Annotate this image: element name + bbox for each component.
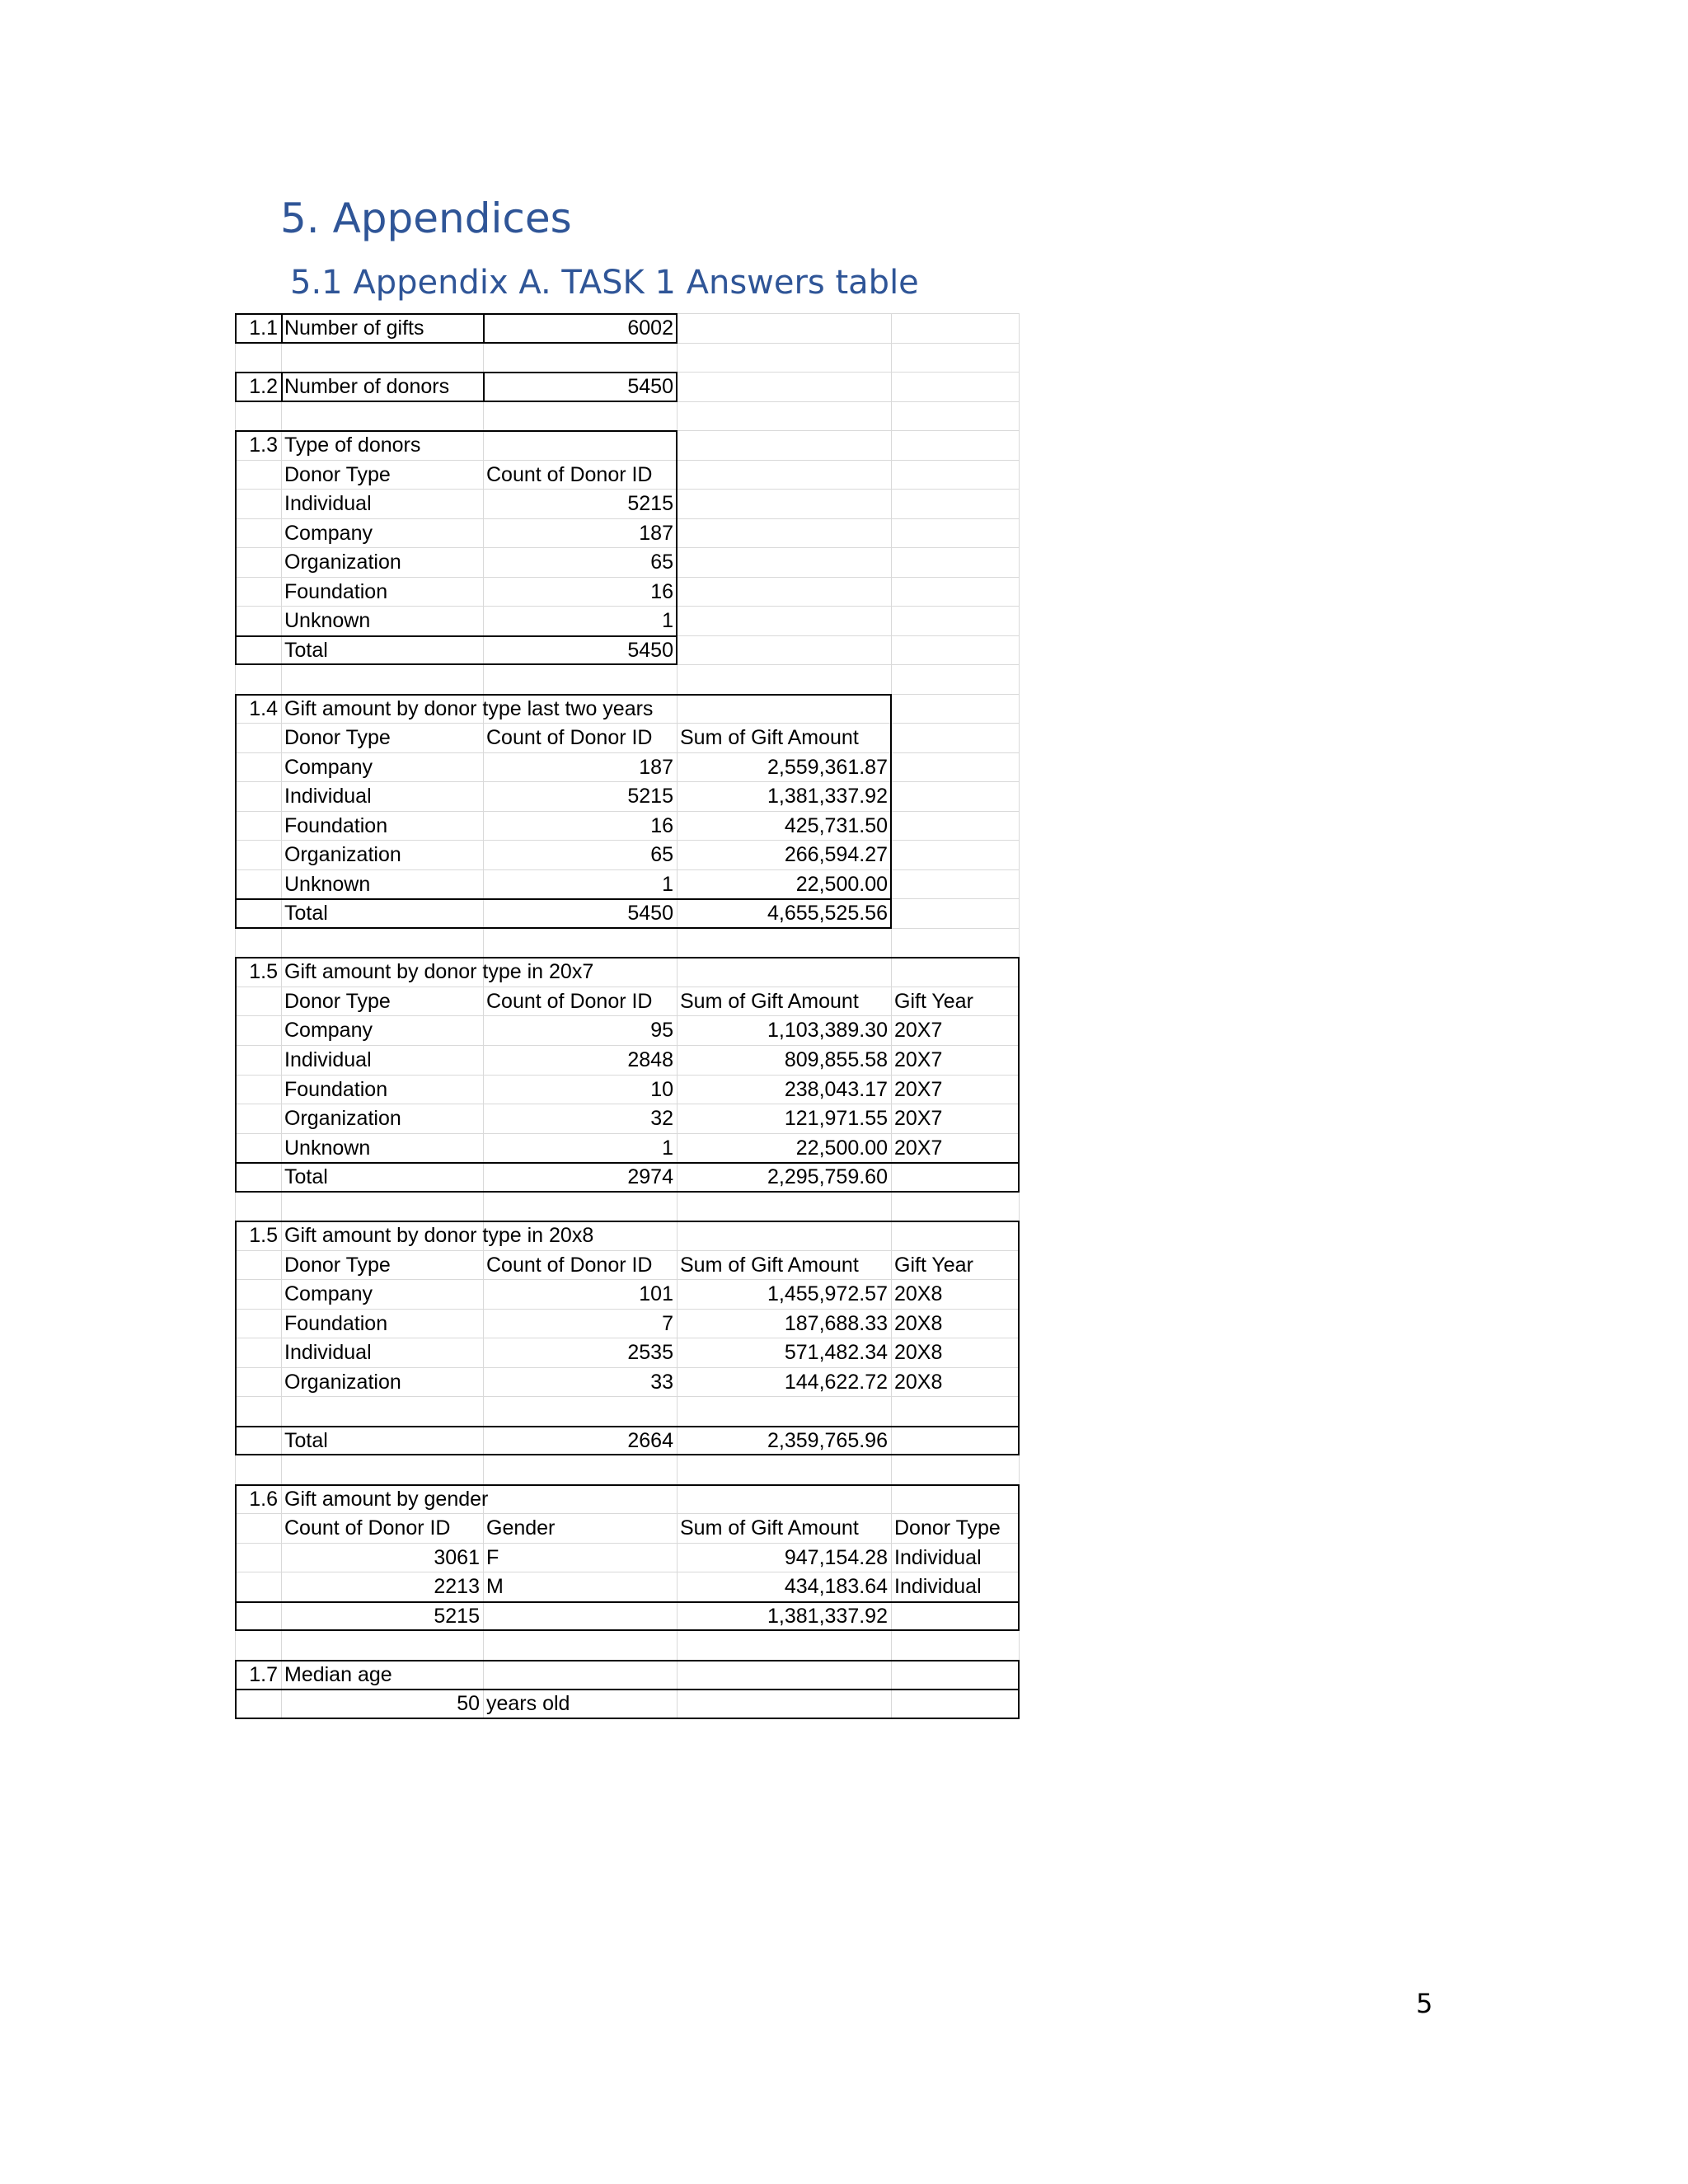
table-cell: 16 bbox=[650, 814, 673, 837]
table-cell: 95 bbox=[650, 1019, 673, 1042]
table-cell: Gift Year bbox=[894, 1254, 973, 1277]
answers-table bbox=[235, 313, 1019, 1718]
table-cell: Company bbox=[284, 1282, 373, 1305]
section-number: 1.5 bbox=[249, 960, 278, 983]
table-cell: 2213 bbox=[434, 1575, 480, 1598]
page-number: 5 bbox=[1416, 1988, 1433, 2019]
table-cell: 4,655,525.56 bbox=[767, 902, 888, 925]
table-cell: Donor Type bbox=[284, 990, 391, 1013]
table-cell: Number of gifts bbox=[284, 316, 424, 340]
table-cell: 20X7 bbox=[894, 1107, 943, 1130]
table-cell: 20X7 bbox=[894, 1137, 943, 1160]
table-cell: Unknown bbox=[284, 609, 371, 632]
table-cell: 20X8 bbox=[894, 1341, 943, 1364]
table-cell: 65 bbox=[650, 843, 673, 866]
table-cell: Foundation bbox=[284, 1312, 388, 1335]
table-cell: 1,455,972.57 bbox=[767, 1282, 888, 1305]
table-cell: 20X8 bbox=[894, 1371, 943, 1394]
table-cell: Foundation bbox=[284, 814, 388, 837]
table-cell: 187 bbox=[639, 522, 673, 545]
table-cell: Company bbox=[284, 1019, 373, 1042]
table-cell: Donor Type bbox=[284, 726, 391, 749]
table-cell: 10 bbox=[650, 1078, 673, 1101]
table-cell: Individual bbox=[284, 492, 372, 515]
table-cell: Total bbox=[284, 639, 328, 662]
table-border-right bbox=[676, 313, 678, 344]
table-cell: 65 bbox=[650, 551, 673, 574]
table-cell: 2974 bbox=[627, 1165, 673, 1188]
table-cell: Individual bbox=[894, 1546, 982, 1569]
table-cell: 2664 bbox=[627, 1429, 673, 1452]
table-cell: F bbox=[486, 1546, 499, 1569]
table-cell: 1 bbox=[662, 873, 673, 896]
section-number: 1.7 bbox=[249, 1663, 278, 1686]
table-cell: years old bbox=[486, 1692, 570, 1715]
table-cell: Company bbox=[284, 756, 373, 779]
table-cell: Donor Type bbox=[284, 463, 391, 486]
table-cell: Organization bbox=[284, 843, 401, 866]
table-cell: Sum of Gift Amount bbox=[680, 1254, 859, 1277]
table-cell: Count of Donor ID bbox=[486, 726, 653, 749]
table-cell: Individual bbox=[284, 1341, 372, 1364]
table-cell: 20X7 bbox=[894, 1078, 943, 1101]
table-cell: 1,381,337.92 bbox=[767, 785, 888, 808]
table-border-left bbox=[235, 1221, 237, 1455]
table-cell: 571,482.34 bbox=[784, 1341, 888, 1364]
section-number: 1.2 bbox=[249, 375, 278, 398]
table-cell: 2,559,361.87 bbox=[767, 756, 888, 779]
table-cell: Gift amount by gender bbox=[284, 1488, 489, 1511]
table-cell: 434,183.64 bbox=[784, 1575, 888, 1598]
table-border-right bbox=[1018, 957, 1020, 1193]
table-cell: 3061 bbox=[434, 1546, 480, 1569]
table-cell: Sum of Gift Amount bbox=[680, 1516, 859, 1540]
appendix-a-subheading: 5.1 Appendix A. TASK 1 Answers table bbox=[290, 264, 919, 302]
table-cell: 20X7 bbox=[894, 1048, 943, 1071]
table-cell: M bbox=[486, 1575, 504, 1598]
table-cell: 50 bbox=[457, 1692, 480, 1715]
table-cell: Organization bbox=[284, 1107, 401, 1130]
table-cell: 2,359,765.96 bbox=[767, 1429, 888, 1452]
table-cell: Total bbox=[284, 1429, 328, 1452]
table-cell: 5450 bbox=[627, 639, 673, 662]
table-cell: 22,500.00 bbox=[795, 873, 888, 896]
table-cell: Count of Donor ID bbox=[486, 463, 653, 486]
table-border-left bbox=[235, 694, 237, 929]
table-cell: 266,594.27 bbox=[784, 843, 888, 866]
table-cell: 809,855.58 bbox=[784, 1048, 888, 1071]
cell-border-vertical bbox=[281, 313, 283, 344]
table-cell: Sum of Gift Amount bbox=[680, 990, 859, 1013]
table-border-left bbox=[235, 430, 237, 665]
table-cell: Foundation bbox=[284, 580, 388, 603]
table-border-right bbox=[676, 430, 678, 665]
table-cell: Organization bbox=[284, 1371, 401, 1394]
table-cell: Gender bbox=[486, 1516, 556, 1540]
table-cell: 5215 bbox=[627, 785, 673, 808]
table-cell: 5450 bbox=[627, 902, 673, 925]
table-cell: Individual bbox=[894, 1575, 982, 1598]
table-cell: 6002 bbox=[627, 316, 673, 340]
table-cell: Donor Type bbox=[894, 1516, 1001, 1540]
table-border-left bbox=[235, 957, 237, 1193]
table-cell: Company bbox=[284, 522, 373, 545]
gridline-vertical bbox=[281, 313, 282, 1718]
table-cell: 5450 bbox=[627, 375, 673, 398]
table-cell: 16 bbox=[650, 580, 673, 603]
table-cell: Count of Donor ID bbox=[486, 1254, 653, 1277]
table-border-right bbox=[1018, 1221, 1020, 1455]
section-number: 1.5 bbox=[249, 1224, 278, 1247]
gridline-vertical bbox=[891, 313, 892, 1718]
table-cell: 425,731.50 bbox=[784, 814, 888, 837]
section-number: 1.3 bbox=[249, 434, 278, 457]
table-cell: 1 bbox=[662, 1137, 673, 1160]
section-number: 1.1 bbox=[249, 316, 278, 340]
table-border-right bbox=[1018, 1484, 1020, 1631]
table-cell: 32 bbox=[650, 1107, 673, 1130]
table-border-right bbox=[890, 694, 892, 929]
table-cell: 121,971.55 bbox=[784, 1107, 888, 1130]
table-cell: 1,381,337.92 bbox=[767, 1605, 888, 1628]
table-cell: 5215 bbox=[627, 492, 673, 515]
table-cell: 187,688.33 bbox=[784, 1312, 888, 1335]
table-cell: 101 bbox=[639, 1282, 673, 1305]
table-cell: Gift amount by donor type last two years bbox=[284, 697, 654, 720]
table-border-right bbox=[676, 372, 678, 402]
table-cell: Total bbox=[284, 902, 328, 925]
table-cell: 20X7 bbox=[894, 1019, 943, 1042]
table-cell: Gift Year bbox=[894, 990, 973, 1013]
table-cell: Unknown bbox=[284, 1137, 371, 1160]
table-cell: Individual bbox=[284, 785, 372, 808]
table-cell: 2,295,759.60 bbox=[767, 1165, 888, 1188]
table-cell: 20X8 bbox=[894, 1282, 943, 1305]
table-cell: Count of Donor ID bbox=[486, 990, 653, 1013]
table-cell: Number of donors bbox=[284, 375, 450, 398]
table-cell: Count of Donor ID bbox=[284, 1516, 451, 1540]
table-cell: Individual bbox=[284, 1048, 372, 1071]
table-cell: Sum of Gift Amount bbox=[680, 726, 859, 749]
cell-border-vertical bbox=[281, 372, 283, 402]
table-cell: 238,043.17 bbox=[784, 1078, 888, 1101]
appendices-heading: 5. Appendices bbox=[280, 194, 572, 242]
table-cell: Unknown bbox=[284, 873, 371, 896]
table-cell: 20X8 bbox=[894, 1312, 943, 1335]
table-cell: Type of donors bbox=[284, 434, 421, 457]
section-number: 1.6 bbox=[249, 1488, 278, 1511]
table-cell: 1 bbox=[662, 609, 673, 632]
table-cell: Total bbox=[284, 1165, 328, 1188]
table-cell: 947,154.28 bbox=[784, 1546, 888, 1569]
table-cell: 2535 bbox=[627, 1341, 673, 1364]
table-cell: Median age bbox=[284, 1663, 392, 1686]
table-cell: Organization bbox=[284, 551, 401, 574]
table-cell: 2848 bbox=[627, 1048, 673, 1071]
table-cell: 187 bbox=[639, 756, 673, 779]
section-number: 1.4 bbox=[249, 697, 278, 720]
table-cell: Foundation bbox=[284, 1078, 388, 1101]
table-cell: 22,500.00 bbox=[795, 1137, 888, 1160]
table-cell: 144,622.72 bbox=[784, 1371, 888, 1394]
table-cell: 7 bbox=[662, 1312, 673, 1335]
table-cell: 1,103,389.30 bbox=[767, 1019, 888, 1042]
table-cell: 5215 bbox=[434, 1605, 480, 1628]
table-cell: Gift amount by donor type in 20x7 bbox=[284, 960, 594, 983]
table-cell: Donor Type bbox=[284, 1254, 391, 1277]
table-cell: 33 bbox=[650, 1371, 673, 1394]
table-cell: Gift amount by donor type in 20x8 bbox=[284, 1224, 594, 1247]
